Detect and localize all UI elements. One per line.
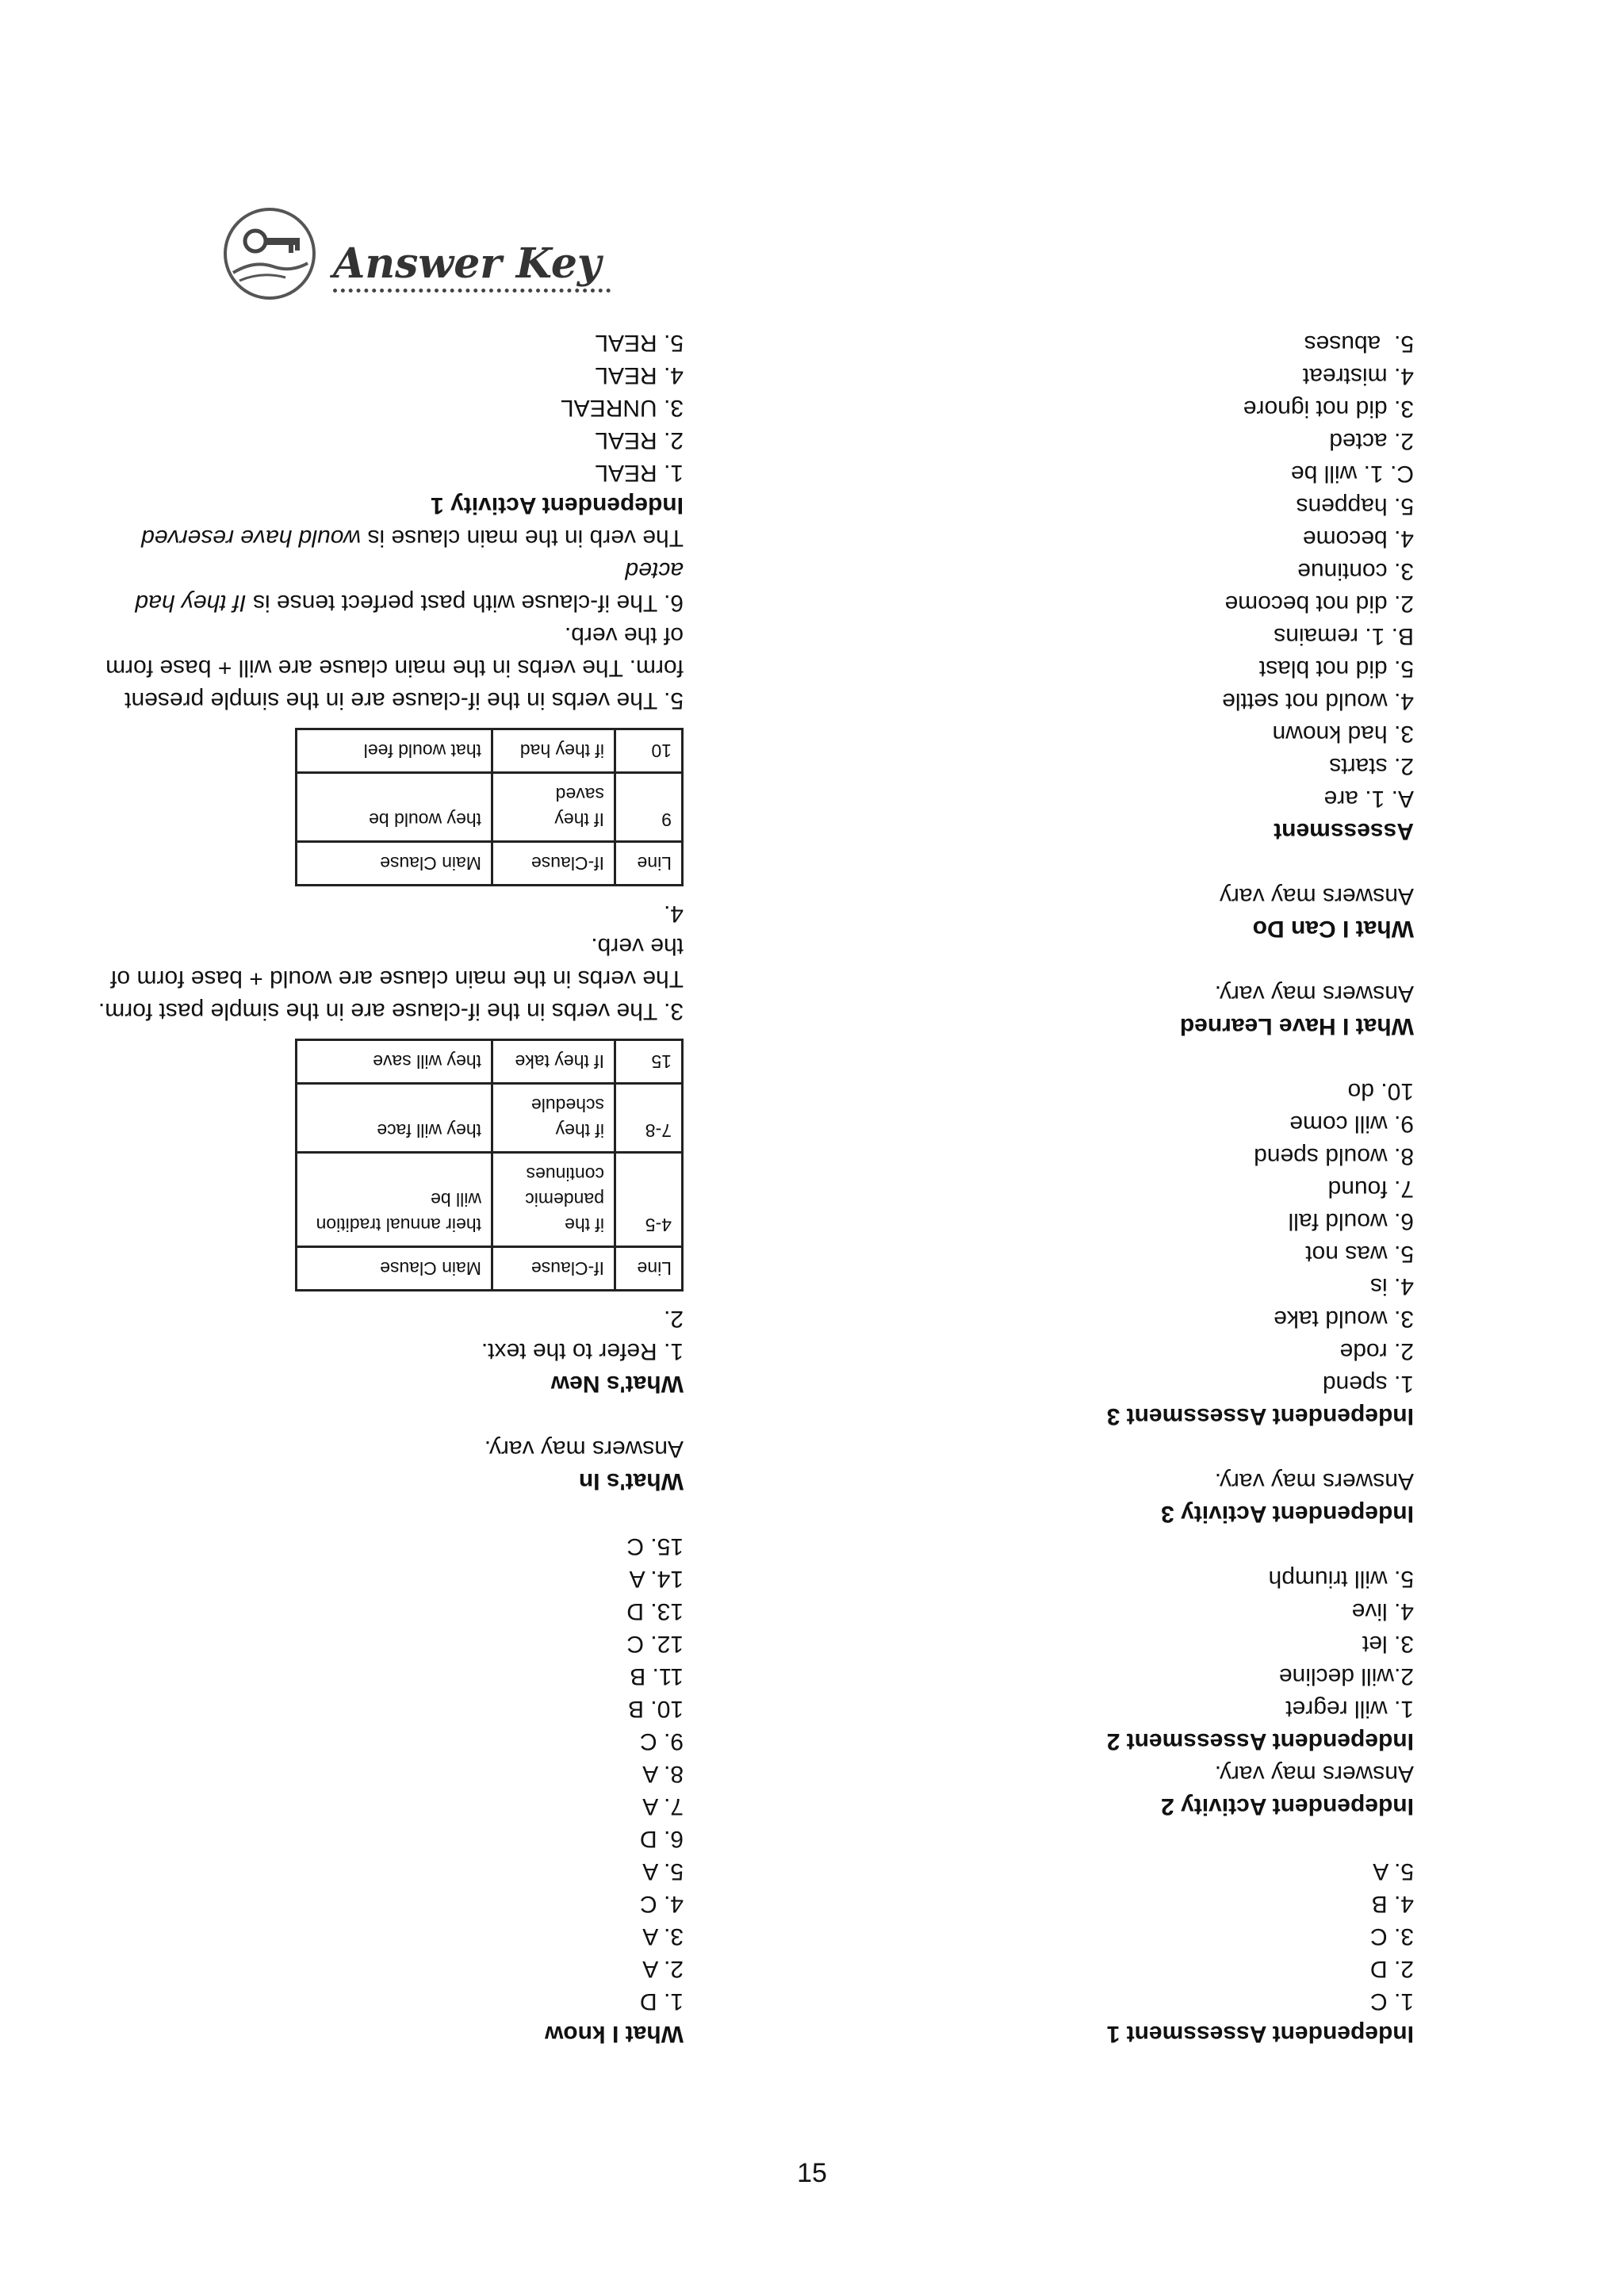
answer-paragraph [97,522,684,554]
list-item: 8. would spend [1254,1143,1414,1169]
list-item: 3. continue [1297,558,1414,584]
table-header-cell: Line [615,1247,683,1291]
table-row [297,1040,683,1084]
list-item: 5. will triumph [1268,1566,1414,1592]
list-item: 3. did not ignore [1243,396,1414,422]
table-header-row [297,842,683,886]
list-item: 3. A [642,1923,684,1950]
table-row [297,773,683,842]
table-header-cell: Main Clause [297,842,492,886]
list-item: 4. become [1302,526,1414,552]
table-header-cell: If-Clause [492,1247,615,1291]
list-item: 5. abuses [1304,331,1414,357]
list-item: 10. do [1347,1078,1414,1104]
table-row [297,1084,683,1153]
list-item: 5. REAL [595,330,684,356]
list-item: 13. D [626,1598,684,1624]
answer-column-left [97,327,684,2050]
section-title-independent-activity-3: Independent Activity 3 [1161,1501,1414,1527]
list-item: 5. happens [1296,493,1414,519]
list-item: 7. A [642,1793,684,1820]
list-item: 11. B [630,1663,684,1689]
table-cell: 9 [615,773,683,842]
table-cell: If they saved [492,773,615,842]
table-cell: if the pandemic continues [492,1153,615,1247]
answer-text: The verb in the main clause is [361,525,684,551]
list-item: 5. A [1373,1858,1414,1885]
list-item: 4. live [1351,1598,1414,1624]
list-item: 2. D [1369,1956,1414,1982]
logo-dotted-line [333,289,611,293]
list-item: 1. REAL [595,460,684,486]
table-cell: they would be [297,773,492,842]
list-item: 4. mistreat [1302,363,1414,389]
list-item: 2. starts [1329,753,1414,779]
list-item: 1. C [1369,1988,1414,2015]
section-title-whats-new: What's New [550,1371,684,1397]
section-title-independent-activity-1: Independent Activity 1 [431,492,684,519]
list-item: 1. D [639,1988,684,2015]
list-item: 2.will decline [1278,1663,1414,1689]
list-item: 3. UNREAL [560,395,684,421]
list-item: 9. C [639,1728,684,1755]
section-title-whats-in: What's In [578,1468,684,1494]
list-item: 4. is [1369,1273,1414,1299]
table-row [297,729,683,773]
list-item: C. 1. will be [1290,461,1414,487]
section-title-independent-activity-2: Independent Activity 2 [1161,1793,1414,1820]
list-item: 6. D [639,1826,684,1852]
if-clause-table-1 [295,1039,684,1292]
table-cell: 15 [615,1040,683,1084]
section-title-what-i-know: What I know [545,2021,684,2047]
section-title-what-i-can-do: What I Can Do [1252,916,1414,942]
list-item: B. 1. remains [1274,623,1414,649]
list-item: 4. would not settle [1222,688,1414,714]
table-cell: that would feel [297,729,492,773]
list-item: 14. A [629,1566,684,1592]
list-item: 15. C [626,1533,684,1559]
list-item: 9. will come [1289,1111,1414,1137]
answer-key-logo [222,205,619,308]
table-cell: if they schedule [492,1084,615,1153]
list-item: 5. was not [1305,1241,1414,1267]
table-cell: their annual tradition will be [297,1153,492,1247]
list-item: A. 1. are [1323,786,1414,812]
page-number: 15 [797,2158,827,2188]
list-item: 5. A [642,1858,684,1885]
list-item: 5. did not blast [1258,656,1414,682]
table-row [297,1153,683,1247]
table-cell: they will save [297,1040,492,1084]
list-item: 4. C [639,1891,684,1917]
answer-text: 6. The if-clause with past perfect tense is [246,590,684,616]
list-item: 1. spend [1322,1371,1414,1397]
list-item: 10. B [627,1696,684,1722]
table-cell: they will face [297,1084,492,1153]
list-item: 3. would take [1274,1306,1414,1332]
list-item: 2. rode [1339,1338,1414,1364]
list-item: 4. B [1371,1891,1414,1917]
logo-title: Answer Key [333,239,602,288]
answer-paragraph [97,554,684,619]
section-title-independent-assessment-1: Independent Assessment 1 [1106,2021,1414,2047]
list-item: 1. Refer to the text. [481,1338,684,1364]
list-item: 6. would fall [1288,1208,1414,1234]
answer-emphasis: would have reserved [141,525,362,551]
section-title-independent-assessment-3: Independent Assessment 3 [1106,1403,1414,1429]
table-cell: 10 [615,729,683,773]
list-what-i-know [97,1530,684,2018]
list-item: 2. A [642,1956,684,1982]
table-header-cell: Main Clause [297,1247,492,1291]
answer-paragraph: 5. The verbs in the if-clause are in the simple present form. The verbs in the main clause are will + base form of the verb. [105,622,684,714]
list-item: 2. acted [1329,428,1414,454]
answer-emphasis: If they had acted [135,557,684,616]
answer-paragraph: 3. The verbs in the if-clause are in the simple past form. The verbs in the main clause are would + base form of the verb. [98,933,684,1024]
section-title-what-i-have-learned: What I Have Learned [1179,1013,1414,1039]
answer-text: Answers may vary. [1214,1761,1414,1787]
table-cell: If they take [492,1040,615,1084]
table-cell: if they had [492,729,615,773]
table-header-row [297,1247,683,1291]
list-item: 4. REAL [595,362,684,388]
table-header-cell: If-Clause [492,842,615,886]
if-clause-table-2 [295,728,684,886]
answer-text: Answers may vary [1219,883,1414,909]
list-item: 8. A [642,1761,684,1787]
answer-column-right [811,327,1414,2050]
list-item: 4. [663,901,684,927]
list-item: 1. will regret [1285,1696,1414,1722]
section-title-independent-assessment-2: Independent Assessment 2 [1106,1728,1414,1755]
list-item: 3. C [1369,1923,1414,1950]
list-item: 2. did not become [1224,591,1414,617]
list-item: 3. let [1362,1631,1414,1657]
table-cell: 7-8 [615,1084,683,1153]
answer-text: Answers may vary. [1214,1468,1414,1494]
list-item: 2. [663,1306,684,1332]
list-item: 2. REAL [595,427,684,453]
list-item: 3. had known [1272,721,1414,747]
table-cell: 4-5 [615,1153,683,1247]
answer-text: Answers may vary. [484,1436,684,1462]
table-header-cell: Line [615,842,683,886]
list-item: 12. C [626,1631,684,1657]
list-item: 7. found [1327,1176,1414,1202]
answer-text: Answers may vary. [1214,981,1414,1007]
section-title-assessment: Assessment [1274,818,1414,844]
